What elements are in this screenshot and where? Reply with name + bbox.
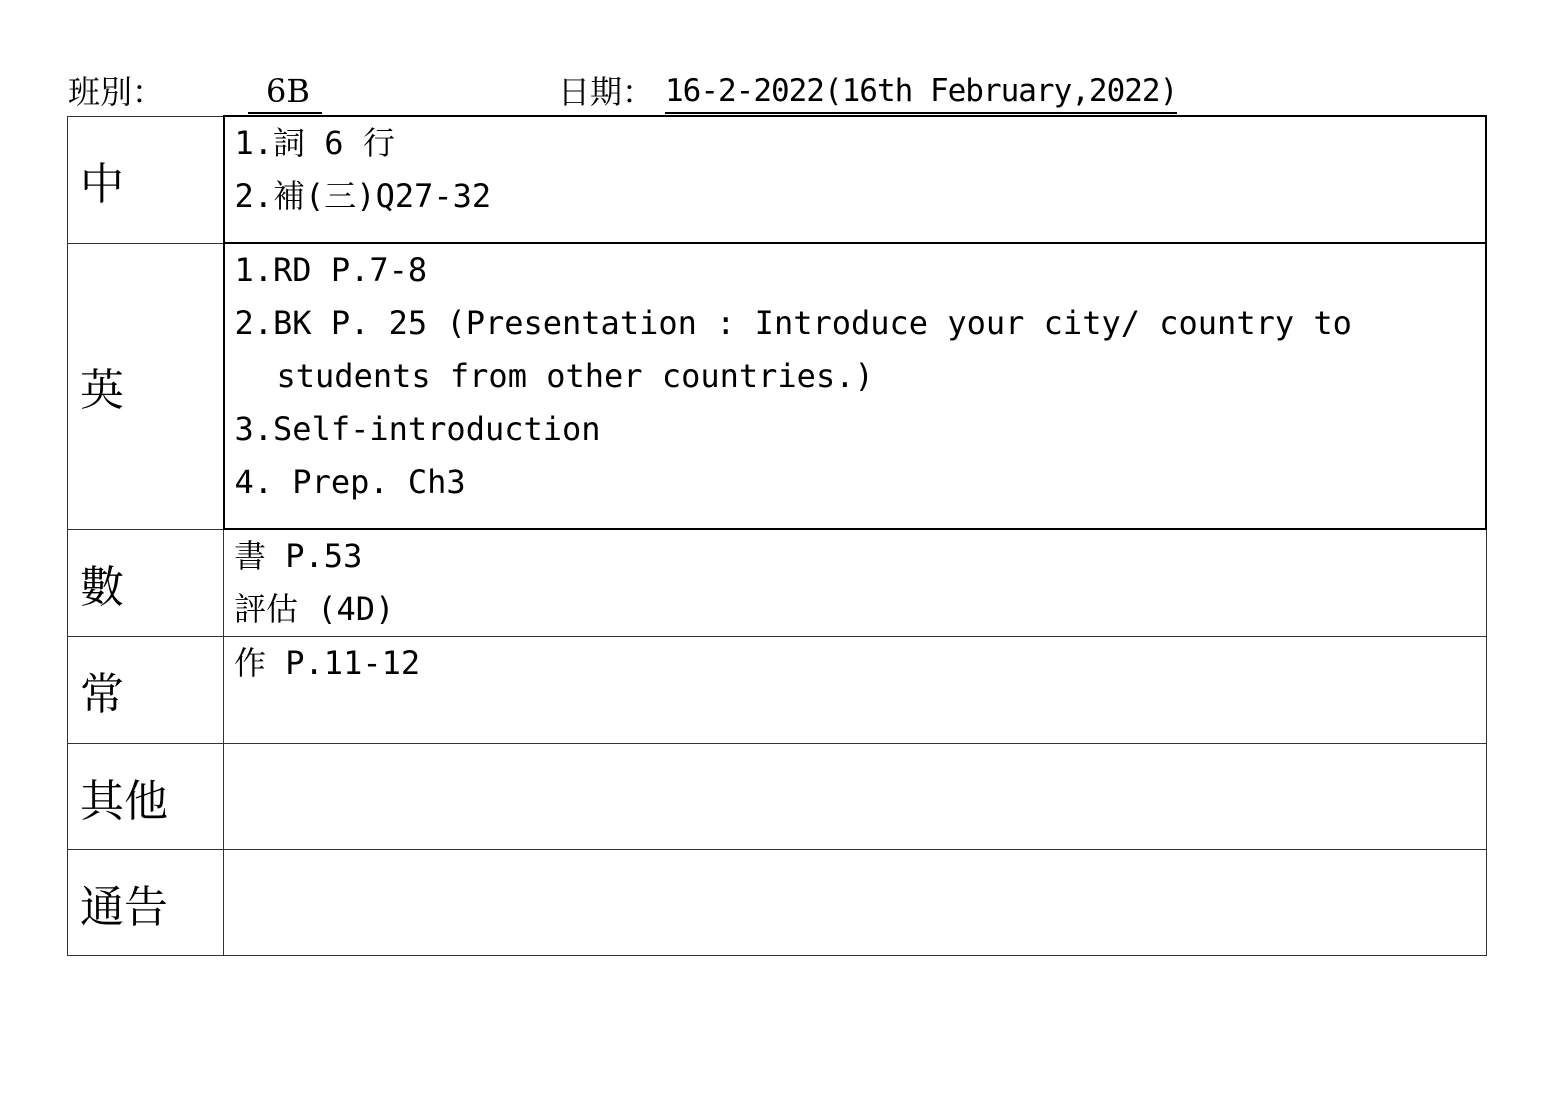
table-row-general-studies bbox=[68, 637, 1487, 744]
subject-cell-general-studies: 常 bbox=[68, 637, 224, 744]
subject-cell-math: 數 bbox=[68, 529, 224, 637]
homework-table bbox=[67, 115, 1487, 956]
subject-cell-chinese: 中 bbox=[68, 116, 224, 243]
content-line: 書 P.53 bbox=[234, 537, 363, 575]
subject-cell-others: 其他 bbox=[68, 744, 224, 850]
table-row-others bbox=[68, 744, 1487, 850]
content-line: 2.補(三)Q27-32 bbox=[234, 177, 492, 215]
content-cell-general-studies bbox=[224, 637, 1487, 744]
header bbox=[68, 70, 1488, 114]
table-row-notices bbox=[68, 850, 1487, 956]
content-line: 2.BK P. 25 (Presentation : Introduce your city/ country to bbox=[234, 304, 1352, 342]
table-row-math bbox=[68, 529, 1487, 637]
content-line: 3.Self-introduction bbox=[234, 410, 601, 448]
date-value: 16-2-2022(16th February,2022) bbox=[665, 70, 1177, 114]
date-label: 日期： bbox=[558, 73, 655, 111]
subject-cell-notices: 通告 bbox=[68, 850, 224, 956]
content-cell-notices bbox=[224, 850, 1487, 956]
subject-cell-english: 英 bbox=[68, 243, 224, 529]
content-line: 4. Prep. Ch3 bbox=[234, 463, 466, 501]
class-label: 班別： bbox=[68, 73, 165, 111]
content-cell-math bbox=[224, 529, 1487, 637]
table-row-english bbox=[68, 243, 1487, 529]
content-cell-chinese bbox=[224, 116, 1487, 243]
content-cell-others bbox=[224, 744, 1487, 850]
class-value: 6B bbox=[248, 70, 322, 114]
content-line: 1.詞 6 行 bbox=[234, 124, 395, 162]
content-line: 作 P.11-12 bbox=[234, 644, 421, 682]
table-row-chinese bbox=[68, 116, 1487, 243]
content-line: 評估 (4D) bbox=[234, 590, 395, 628]
content-line: 1.RD P.7-8 bbox=[234, 251, 428, 289]
content-line: students from other countries.) bbox=[276, 357, 874, 395]
content-cell-english bbox=[224, 243, 1487, 529]
